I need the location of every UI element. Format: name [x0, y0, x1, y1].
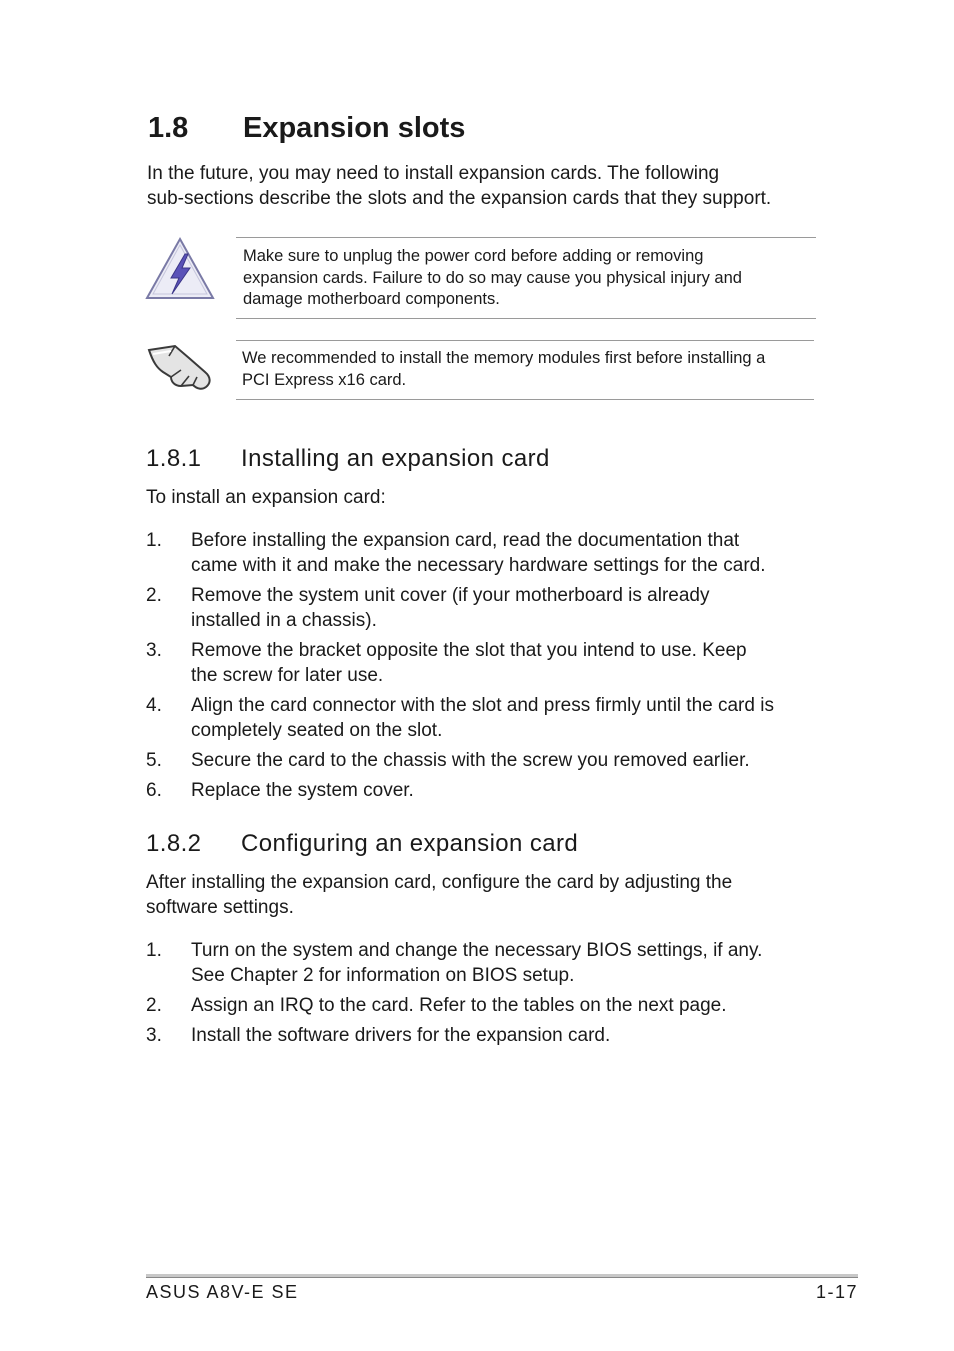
intro-line: sub-sections describe the slots and the expansion cards that they support. [147, 187, 772, 209]
step-number: 4. [146, 695, 162, 716]
step-number: 3. [146, 1025, 162, 1046]
step-line: came with it and make the necessary hardware settings for the card. [191, 554, 766, 576]
step-line: Replace the system cover. [191, 780, 414, 801]
subsection-title: Configuring an expansion card [241, 830, 579, 857]
subsection-lead: To install an expansion card: [146, 487, 386, 508]
warning-text [243, 246, 742, 311]
step-line: Turn on the system and change the necessary BIOS settings, if any. [191, 940, 763, 961]
step-text [191, 994, 821, 1019]
step-number: 5. [146, 750, 162, 771]
warning-lightning-icon [144, 236, 216, 302]
step-line: Remove the system unit cover (if your motherboard is already [191, 585, 710, 606]
section-number: 1.8 [148, 112, 189, 144]
step-line: Install the software drivers for the expansion card. [191, 1025, 611, 1046]
intro-paragraph [147, 162, 771, 211]
step-line: the screw for later use. [191, 664, 384, 686]
step-number: 1. [146, 530, 162, 551]
subsection-title: Installing an expansion card [241, 445, 550, 472]
warning-line: damage motherboard components. [243, 290, 500, 308]
subsection-heading [146, 830, 578, 858]
step-text [191, 939, 821, 988]
step-number: 3. [146, 640, 162, 661]
step-text [191, 779, 821, 804]
step-line: Remove the bracket opposite the slot that you intend to use. Keep [191, 640, 747, 661]
step-line: completely seated on the slot. [191, 719, 443, 741]
section-title: Expansion slots [243, 112, 466, 144]
step-number: 6. [146, 780, 162, 801]
subsection-heading [146, 445, 550, 473]
note-text [242, 348, 765, 391]
lead-line: software settings. [146, 896, 294, 918]
step-number: 2. [146, 585, 162, 606]
footer-product-name: ASUS A8V-E SE [146, 1282, 299, 1302]
page-title [148, 112, 465, 145]
step-line: Secure the card to the chassis with the screw you removed earlier. [191, 750, 750, 771]
step-text [191, 1024, 821, 1049]
intro-line: In the future, you may need to install expansion cards. The following [147, 163, 720, 184]
warning-line: expansion cards. Failure to do so may cause you physical injury and [243, 268, 742, 287]
step-text [191, 749, 821, 774]
pointing-hand-icon [145, 340, 215, 392]
footer-page-number: 1-17 [815, 1282, 858, 1302]
step-text [191, 639, 821, 688]
subsection-number: 1.8.1 [146, 445, 202, 472]
step-line: Before installing the expansion card, read the documentation that [191, 530, 740, 551]
warning-line: Make sure to unplug the power cord before adding or removing [243, 247, 704, 265]
step-line: See Chapter 2 for information on BIOS setup. [191, 964, 575, 986]
note-line: We recommended to install the memory modules first before installing a [242, 349, 766, 367]
step-line: installed in a chassis). [191, 609, 377, 631]
step-text [191, 694, 821, 743]
step-text [191, 529, 821, 578]
step-line: Align the card connector with the slot and press firmly until the card is [191, 695, 774, 716]
step-number: 2. [146, 995, 162, 1016]
note-line: PCI Express x16 card. [242, 370, 407, 389]
lead-line: After installing the expansion card, configure the card by adjusting the [146, 872, 733, 893]
footer-divider [146, 1274, 858, 1278]
subsection-lead [146, 871, 732, 920]
warning-box [236, 237, 816, 319]
step-line: Assign an IRQ to the card. Refer to the tables on the next page. [191, 995, 727, 1016]
note-box [236, 340, 814, 400]
subsection-number: 1.8.2 [146, 830, 202, 857]
step-number: 1. [146, 940, 162, 961]
step-text [191, 584, 821, 633]
